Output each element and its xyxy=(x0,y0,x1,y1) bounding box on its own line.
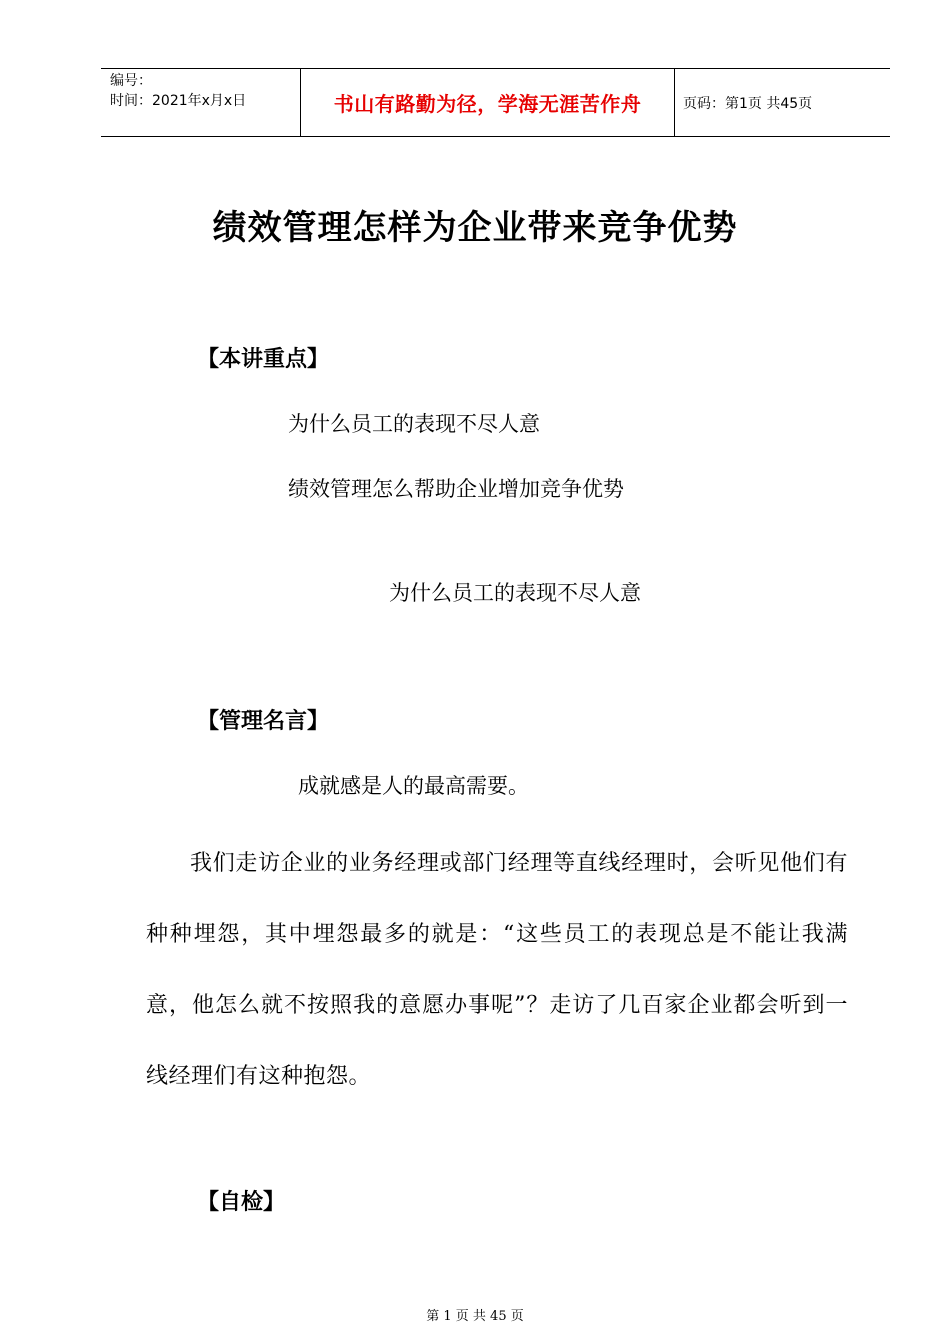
quote-heading: 【管理名言】 xyxy=(197,709,330,734)
header-page-info: 页码：第1页 共45页 xyxy=(683,95,813,112)
key-points-heading: 【本讲重点】 xyxy=(197,347,330,372)
header-page-cell xyxy=(675,69,890,136)
header-meta-cell xyxy=(101,69,301,136)
management-quote: 成就感是人的最高需要。 xyxy=(298,774,529,798)
document-code-label: 编号： xyxy=(110,73,152,89)
header-motto-cell xyxy=(301,69,675,136)
self-check-heading: 【自检】 xyxy=(197,1190,286,1215)
document-time-label: 时间：2021年x月x日 xyxy=(110,93,247,109)
section-title: 为什么员工的表现不尽人意 xyxy=(389,581,641,605)
document-title: 绩效管理怎样为企业带来竞争优势 xyxy=(212,208,738,248)
key-point-item-2: 绩效管理怎么帮助企业增加竞争优势 xyxy=(288,477,624,501)
page-footer: 第 1 页 共 45 页 xyxy=(426,1309,524,1324)
key-point-item-1: 为什么员工的表现不尽人意 xyxy=(288,412,540,436)
header-motto: 书山有路勤为径，学海无涯苦作舟 xyxy=(333,92,642,116)
body-paragraph: 我们走访企业的业务经理或部门经理等直线经理时，会听见他们有种种埋怨，其中埋怨最多的就是：“这些员工的表现总是不能让我满意，他怎么就不按照我的意愿办事呢”？走访了几百家企业都会听到一线经理们有这种抱怨。 xyxy=(146,851,848,1089)
page-header xyxy=(101,68,890,137)
